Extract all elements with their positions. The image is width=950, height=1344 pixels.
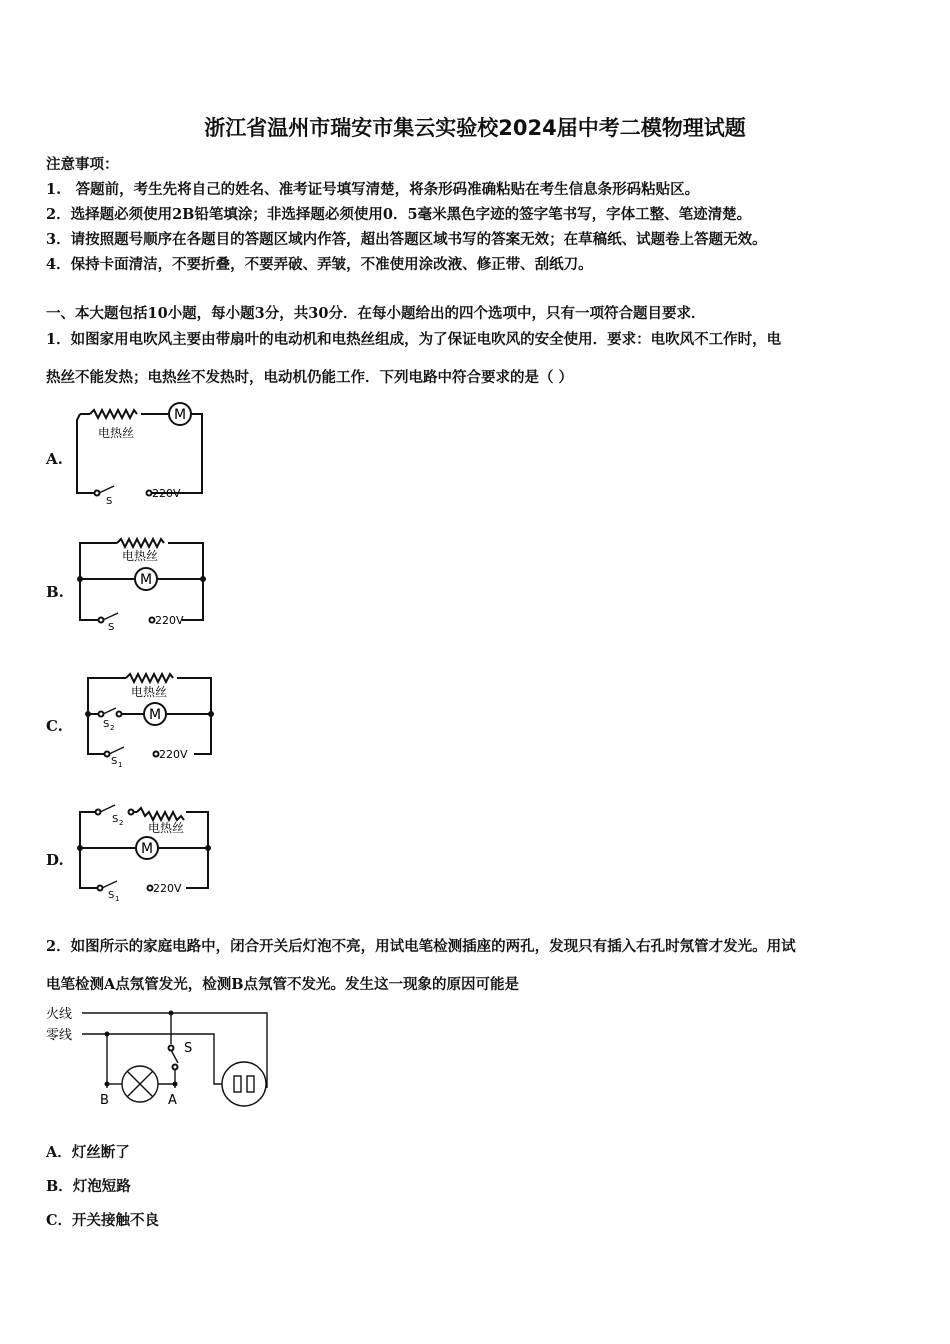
circuit-d	[70, 800, 220, 905]
option-a-text: A．灯丝断了	[46, 1144, 130, 1161]
heater-label: 电热丝	[131, 685, 168, 699]
option-c-label: C.	[46, 717, 63, 735]
switch-label: S	[184, 1041, 193, 1056]
neutral-wire-label: 零线	[46, 1028, 73, 1043]
switch-1-subscript: 1	[118, 761, 123, 769]
switch-2-label: S	[112, 814, 119, 825]
switch-2-label: S	[103, 719, 110, 730]
motor-label: M	[173, 407, 187, 423]
circuit-a	[70, 400, 210, 505]
notice-item: 4．保持卡面清洁，不要折叠，不要弄破、弄皱，不准使用涂改液、修正带、刮纸刀。	[46, 256, 593, 273]
option-b-text: B．灯泡短路	[46, 1178, 131, 1195]
switch-1-label: S	[111, 756, 118, 767]
question-1-text: 热丝不能发热；电热丝不发热时，电动机仍能工作．下列电路中符合要求的是（ ）	[46, 369, 574, 386]
section-heading: 一、本大题包括10小题，每小题3分，共30分．在每小题给出的四个选项中，只有一项符合题目要求．	[46, 305, 706, 322]
household-circuit	[44, 1000, 284, 1110]
notice-item: 2．选择题必须使用2B铅笔填涂；非选择题必须使用0．5毫米黑色字迹的签字笔书写，字体工整、笔迹清楚。	[46, 206, 752, 223]
point-b-label: B	[100, 1093, 109, 1108]
live-wire-label: 火线	[46, 1007, 73, 1022]
supply-label: 220V	[152, 487, 181, 500]
question-2-text: 2．如图所示的家庭电路中，闭合开关后灯泡不亮，用试电笔检测插座的两孔，发现只有插入右孔时氖管才发光。用试	[46, 938, 796, 955]
switch-2-subscript: 2	[119, 819, 124, 827]
supply-label: 220V	[153, 882, 182, 895]
option-b-label: B.	[46, 583, 64, 601]
page-title: 浙江省温州市瑞安市集云实验校2024届中考二模物理试题	[204, 116, 746, 140]
circuit-b	[70, 533, 215, 633]
question-1-text: 1．如图家用电吹风主要由带扇叶的电动机和电热丝组成，为了保证电吹风的安全使用．要求：电吹风不工作时，电	[46, 331, 782, 348]
motor-label: M	[139, 572, 153, 588]
supply-label: 220V	[155, 614, 184, 627]
motor-label: M	[148, 707, 162, 723]
supply-label: 220V	[159, 748, 188, 761]
switch-label: S	[106, 496, 113, 507]
option-c-text: C．开关接触不良	[46, 1212, 160, 1229]
option-a-label: A.	[46, 450, 63, 468]
switch-label: S	[108, 622, 115, 633]
circuit-c	[76, 666, 221, 771]
point-a-label: A	[168, 1093, 177, 1108]
heater-label: 电热丝	[98, 426, 135, 440]
heater-label: 电热丝	[148, 821, 185, 835]
notice-heading: 注意事项：	[46, 156, 119, 173]
switch-2-subscript: 2	[110, 724, 115, 732]
heater-label: 电热丝	[122, 549, 159, 563]
motor-label: M	[140, 841, 154, 857]
switch-1-subscript: 1	[115, 895, 120, 903]
option-d-label: D.	[46, 851, 64, 869]
switch-1-label: S	[108, 890, 115, 901]
question-2-text: 电笔检测A点氖管发光，检测B点氖管不发光。发生这一现象的原因可能是	[46, 976, 520, 993]
notice-item: 3．请按照题号顺序在各题目的答题区域内作答，超出答题区域书写的答案无效；在草稿纸、试题卷上答题无效。	[46, 231, 767, 248]
notice-item: 1. 答题前，考生先将自己的姓名、准考证号填写清楚，将条形码准确粘贴在考生信息条形码粘贴区。	[46, 181, 700, 198]
